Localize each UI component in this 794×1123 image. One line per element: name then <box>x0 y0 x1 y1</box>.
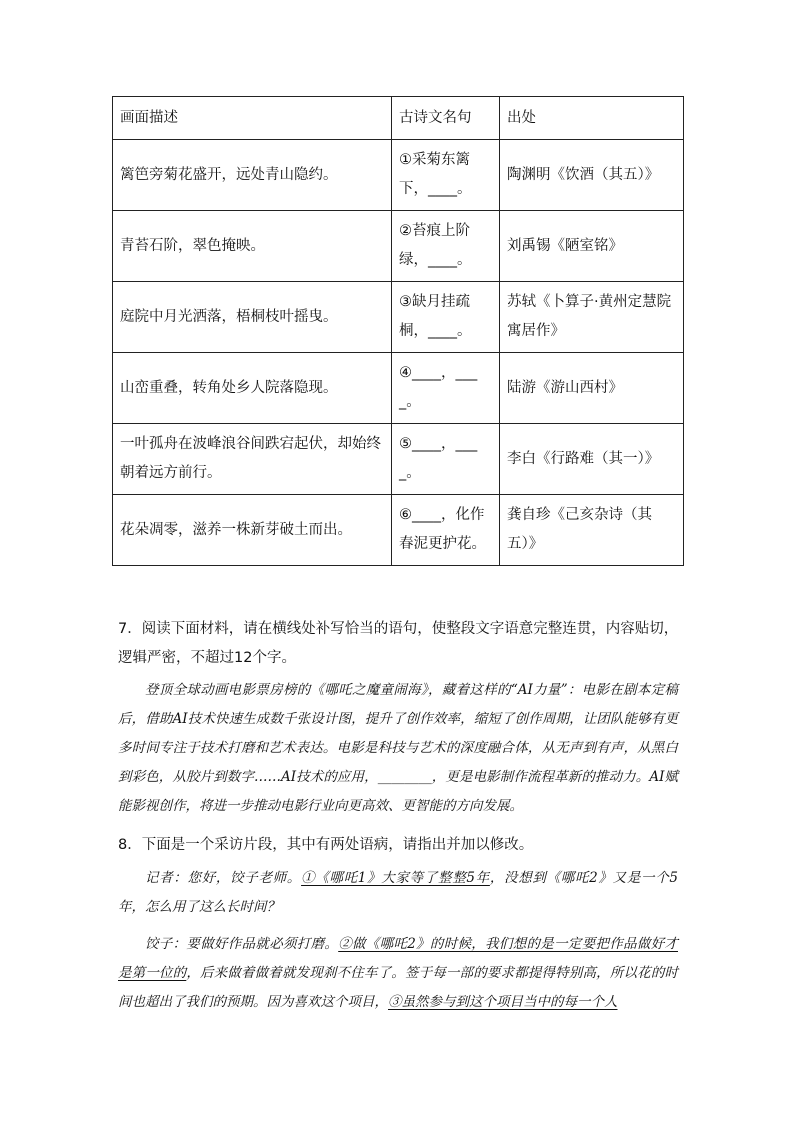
source-cell: 陆游《游山西村》 <box>500 353 684 424</box>
header-cell: 画面描述 <box>113 97 392 140</box>
question-7-prompt: 7．阅读下面材料，请在横线处补写恰当的语句，使整段文字语意完整连贯，内容贴切，逻辑严密，不超过12个字。 <box>118 621 679 666</box>
verse-cell: ②苔痕上阶绿，____。 <box>392 211 500 282</box>
header-cell: 出处 <box>500 97 684 140</box>
error-sentence-2: ②做《哪吒2》的时候，我们想的是一定要把作品做好才是第一位的 <box>118 936 678 981</box>
desc-cell: 一叶孤舟在波峰浪谷间跌宕起伏，却始终朝着远方前行。 <box>113 424 392 495</box>
director-text-mid: ，后来做着做着就发现刹不住车了。签于每一部的要求都提得特别高，所以花的时间也超出了我们的预期。因为喜欢这个项目， <box>118 965 678 1010</box>
source-cell: 李白《行路难（其一）》 <box>500 424 684 495</box>
interview-paragraph-director <box>118 930 678 1017</box>
table-row <box>113 353 684 424</box>
reporter-text-end: ，没想到《哪吒2》又是一个5年，怎么用了这么长时间？ <box>118 870 678 915</box>
source-cell: 苏轼《卜算子·黄州定慧院寓居作》 <box>500 282 684 353</box>
error-sentence-3: ③虽然参与到这个项目当中的每一个人 <box>388 994 618 1010</box>
table-row <box>113 211 684 282</box>
question-7-material <box>118 676 678 821</box>
reporter-text-start: 记者：您好，饺子老师。 <box>145 870 302 886</box>
director-text-start: 饺子：要做好作品就必须打磨。 <box>145 936 339 952</box>
desc-cell: 花朵凋零，滋养一株新芽破土而出。 <box>113 495 392 566</box>
verse-cell: ①采菊东篱下，____。 <box>392 140 500 211</box>
table-header-row <box>113 97 684 140</box>
source-cell: 陶渊明《饮酒（其五）》 <box>500 140 684 211</box>
question-8-prompt: 8．下面是一个采访片段，其中有两处语病，请指出并加以修改。 <box>118 837 534 853</box>
material-paragraph: 登顶全球动画电影票房榜的《哪吒之魔童闹海》，藏着这样的“AI力量”：电影在剧本定稿后，借助AI技术快速生成数千张设计图，提升了创作效率，缩短了创作周期，让团队能够有更多时间专注于技术打磨和艺术表达。电影是科技与艺术的深度融合体，从无声到有声，从黑白到彩色，从胶片到数字……AI技术的应用，________，更是电影制作流程革新的推动力。AI赋能影视创作，将进一步推动电影行业向更高效、更智能的方向发展。 <box>118 682 678 814</box>
poem-table <box>112 96 684 566</box>
question-8-interview <box>118 864 678 1017</box>
desc-cell: 庭院中月光洒落，梧桐枝叶摇曳。 <box>113 282 392 353</box>
table-row <box>113 282 684 353</box>
interview-paragraph-reporter <box>118 864 678 922</box>
table-row <box>113 140 684 211</box>
desc-cell: 山峦重叠，转角处乡人院落隐现。 <box>113 353 392 424</box>
verse-cell: ③缺月挂疏桐，____。 <box>392 282 500 353</box>
source-cell: 刘禹锡《陋室铭》 <box>500 211 684 282</box>
desc-cell: 篱笆旁菊花盛开，远处青山隐约。 <box>113 140 392 211</box>
desc-cell: 青苔石阶，翠色掩映。 <box>113 211 392 282</box>
table-row <box>113 424 684 495</box>
table-row <box>113 495 684 566</box>
verse-cell: ④____，____。 <box>392 353 500 424</box>
source-cell: 龚自珍《己亥杂诗（其五）》 <box>500 495 684 566</box>
verse-cell: ⑥____，化作春泥更护花。 <box>392 495 500 566</box>
header-cell: 古诗文名句 <box>392 97 500 140</box>
error-sentence-1: ①《哪吒1》大家等了整整5年 <box>301 870 490 886</box>
verse-cell: ⑤____，____。 <box>392 424 500 495</box>
